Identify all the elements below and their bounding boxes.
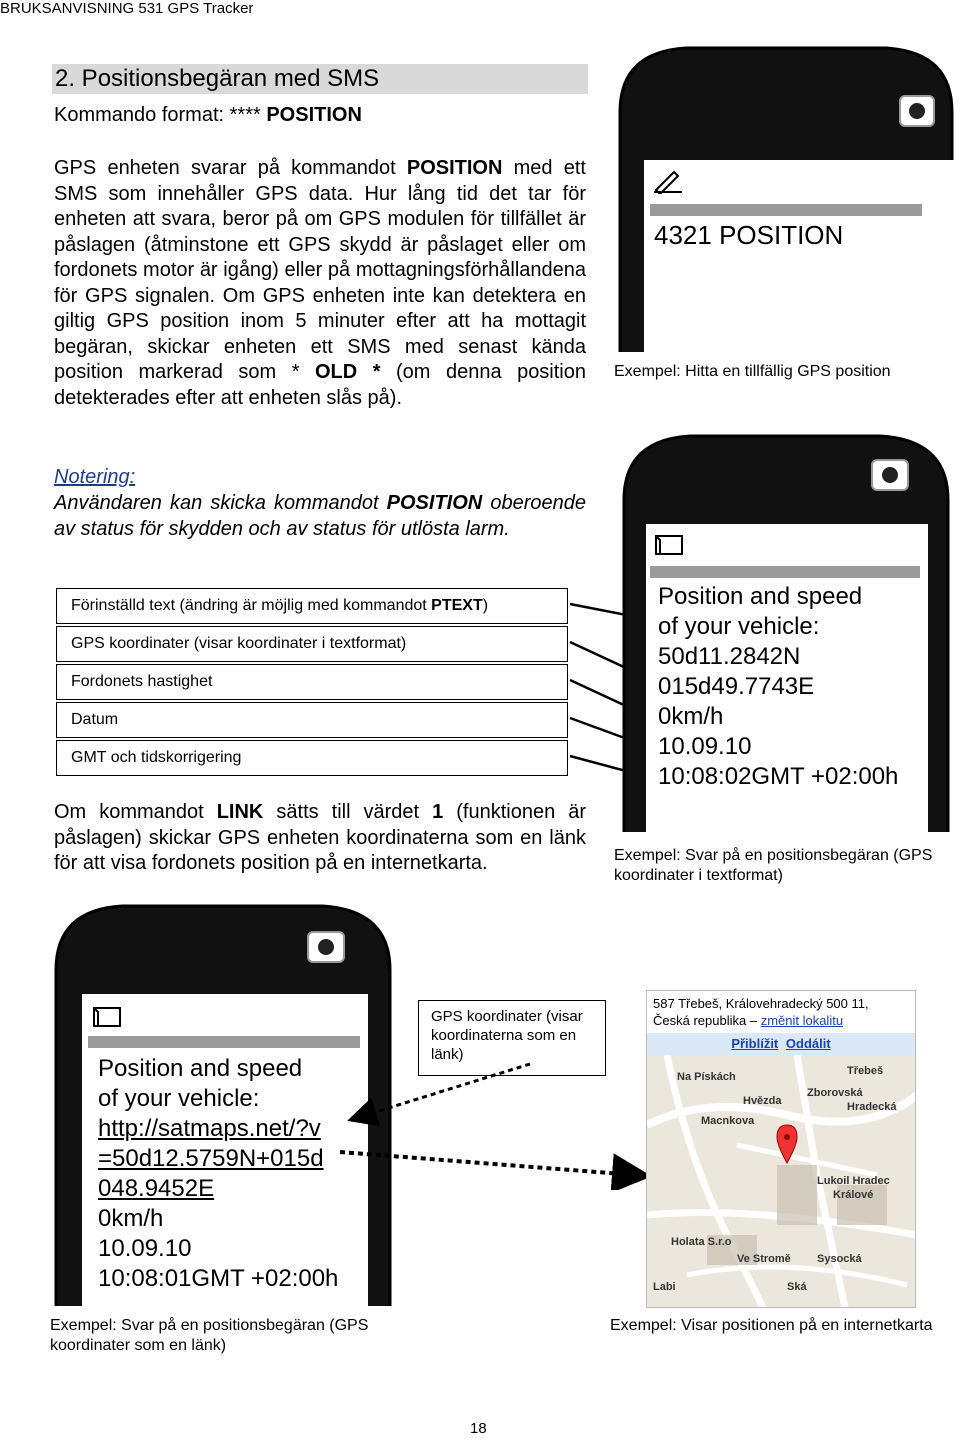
field-gps-coordinates — [56, 626, 568, 662]
field-label: Förinställd text (ändring är möjlig med kommandot — [71, 597, 432, 614]
command-format — [54, 103, 586, 129]
screen-line: 015d49.7743E — [658, 673, 815, 700]
text-run: LINK — [216, 801, 264, 823]
text-run: (funktionen är påslagen) skickar GPS enheten koordinaterna som en länk för att visa fordonets position på en internetkarta. — [54, 801, 586, 874]
section-title: 2. Positionsbegäran med SMS — [52, 64, 588, 94]
zoom-out-link[interactable]: Oddálit — [785, 1036, 831, 1051]
dashed-arrow-callout — [350, 1064, 530, 1120]
envelope-icon — [654, 534, 684, 556]
screen-line: 10.09.10 — [98, 1235, 192, 1262]
screen-line: 10:08:01GMT +02:00h — [98, 1265, 339, 1292]
dashed-arrow-map — [340, 1152, 648, 1176]
note-label: Notering: — [54, 466, 136, 488]
map-label: Holata S.r.o — [671, 1236, 732, 1248]
dashed-arrows — [330, 1060, 650, 1190]
screen-line: Position and speed — [98, 1055, 303, 1082]
field-label: GMT och tidskorrigering — [71, 749, 242, 766]
map-label: Hvězda — [743, 1095, 782, 1107]
paragraph-position-reply — [54, 156, 586, 411]
phone3-caption: Exempel: Svar på en positionsbegäran (GPS koordinater som en länk) — [50, 1317, 369, 1354]
phone2-screen-text — [658, 582, 898, 792]
map-panel — [646, 990, 916, 1308]
note-text — [54, 491, 586, 542]
document-header: BRUKSANVISNING 531 GPS Tracker — [0, 0, 254, 17]
field-label: GPS koordinater (visar koordinater i textformat) — [71, 635, 407, 652]
command-format-prefix: Kommando format: **** — [54, 104, 267, 126]
map-label: Lukoil Hradec — [817, 1175, 890, 1187]
envelope-icon — [92, 1006, 122, 1028]
phone1-screen-text: 4321 POSITION — [654, 220, 844, 250]
field-label-bold: PTEXT — [431, 597, 483, 614]
screen-line: 0km/h — [98, 1205, 164, 1232]
screen-line: 10:08:02GMT +02:00h — [658, 763, 899, 790]
field-preset-text — [56, 588, 568, 624]
text-run: Användaren kan skicka kommandot — [54, 492, 387, 514]
map-label: Ská — [787, 1281, 807, 1293]
screen-line: Position and speed — [658, 583, 863, 610]
map-label: Zborovská — [807, 1087, 863, 1099]
phone-1 — [606, 42, 960, 352]
phone-2 — [610, 430, 960, 832]
callout-box: GPS koordinater (visar koordinaterna som en länk) — [418, 1000, 606, 1076]
command-format-cmd: POSITION — [266, 104, 362, 126]
map-address-text: 587 Třebeš, Královehradecký 500 11, Česká republika — [653, 996, 869, 1028]
zoom-in-link[interactable]: Přiblížit — [731, 1036, 779, 1051]
screen-line: 10.09.10 — [658, 733, 752, 760]
text-run: GPS enheten svarar på kommandot — [54, 157, 407, 179]
map-label: Třebeš — [847, 1065, 884, 1077]
screen-line: =50d12.5759N+015d — [98, 1145, 324, 1172]
text-run: 1 — [432, 801, 444, 823]
map-label: Ve Stromě — [737, 1253, 791, 1265]
page-number: 18 — [470, 1420, 487, 1437]
change-location-link[interactable]: změnit lokalitu — [760, 1013, 844, 1028]
map-label: Hradecká — [847, 1101, 897, 1113]
map-label: Na Pískách — [677, 1071, 736, 1083]
paragraph-link — [54, 800, 586, 877]
text-run: Om kommandot — [54, 801, 217, 823]
text-run: OLD * — [314, 361, 381, 383]
map-label: Králové — [833, 1189, 874, 1201]
text-run: med ett SMS som innehåller GPS data. Hur lång tid det tar för enheten att svara, beror på om GPS modulen för tillfället är påslagen (åtminstone ett GPS skydd är påslaget eller om fordonets motor är igång) eller på mottagningsförhållandena för GPS signalen. Om GPS enheten inte kan detektera en giltig GPS position inom 5 minuter efter att ha mottagit begäran, skickar enheten ett SMS med senast kända position markerad som * — [54, 157, 586, 383]
field-date — [56, 702, 568, 738]
field-gmt — [56, 740, 568, 776]
screen-line: 50d11.2842N — [658, 643, 801, 670]
field-label: Fordonets hastighet — [71, 673, 213, 690]
field-label-suffix: ) — [482, 597, 489, 614]
screen-line: http://satmaps.net/?v — [98, 1115, 321, 1142]
field-speed — [56, 664, 568, 700]
phone2-caption: Exempel: Svar på en positionsbegäran (GPS koordinater i textformat) — [614, 847, 933, 884]
pencil-icon — [652, 170, 684, 194]
text-run: POSITION — [386, 492, 483, 514]
text-run: (om denna position detekterades efter att enheten slås på). — [54, 361, 586, 409]
field-label: Datum — [71, 711, 119, 728]
map-caption: Exempel: Visar positionen på en internetkarta — [610, 1317, 933, 1334]
map-zoom-bar — [647, 1033, 915, 1055]
map-label: Macnkova — [701, 1115, 755, 1127]
screen-line: of your vehicle: — [98, 1085, 260, 1112]
phone1-caption: Exempel: Hitta en tillfällig GPS position — [614, 363, 891, 380]
map-address — [647, 991, 915, 1033]
map-label: Sysocká — [817, 1253, 862, 1265]
map-address-dash: – — [746, 1013, 761, 1028]
phone3-screen-text — [98, 1054, 338, 1294]
text-run: oberoende av status för skydden och av status för utlösta larm. — [54, 492, 586, 540]
map-label: Labi — [653, 1281, 676, 1293]
text-run: sätts till värdet — [263, 801, 433, 823]
screen-line: 048.9452E — [98, 1175, 215, 1202]
screen-line: of your vehicle: — [658, 613, 820, 640]
text-run: POSITION — [406, 157, 503, 179]
screen-line: 0km/h — [658, 703, 724, 730]
